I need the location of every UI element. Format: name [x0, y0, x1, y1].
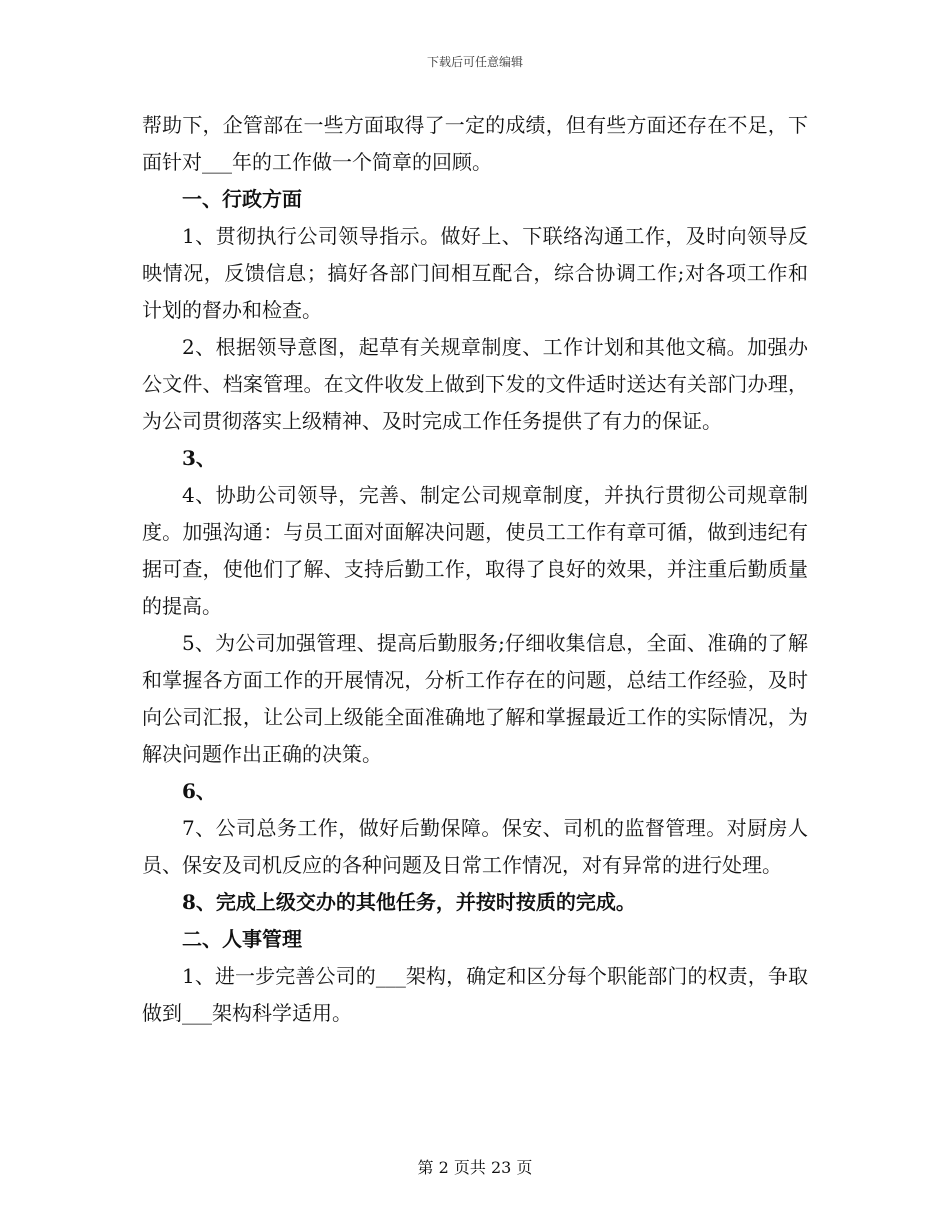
page-header-note: 下载后可任意编辑	[426, 55, 523, 69]
paragraph-item-2: 2、根据领导意图，起草有关规章制度、工作计划和其他文稿。加强办公文件、档案管理。在文件收发上做到下发的文件适时送达有关部门办理，为公司贯彻落实上级精神、及时完成工作任务提供了有力的保证。	[142, 335, 808, 433]
heading-administration: 一、行政方面	[182, 187, 302, 211]
heading-personnel: 二、人事管理	[182, 927, 302, 951]
paragraph-personnel-item-1: 1、进一步完善公司的___架构，确定和区分每个职能部门的权责，争取做到___架构科学适用。	[142, 964, 808, 1025]
paragraph-item-7: 7、公司总务工作，做好后勤保障。保安、司机的监督管理。对厨房人员、保安及司机反应的各种问题及日常工作情况，对有异常的进行处理。	[142, 816, 808, 877]
paragraph-item-3: 3、	[182, 446, 216, 470]
paragraph-item-5: 5、为公司加强管理、提高后勤服务;仔细收集信息，全面、准确的了解和掌握各方面工作的开展情况，分析工作存在的问题，总结工作经验，及时向公司汇报，让公司上级能全面准确地了解和掌握最近工作的实际情况，为解决问题作出正确的决策。	[142, 631, 808, 766]
paragraph-item-4: 4、协助公司领导，完善、制定公司规章制度，并执行贯彻公司规章制度。加强沟通：与员工面对面解决问题，使员工工作有章可循，做到违纪有据可查，使他们了解、支持后勤工作，取得了良好的效果，并注重后勤质量的提高。	[142, 483, 808, 618]
paragraph-item-1: 1、贯彻执行公司领导指示。做好上、下联络沟通工作，及时向领导反映情况，反馈信息；搞好各部门间相互配合，综合协调工作;对各项工作和计划的督办和检查。	[142, 224, 808, 322]
paragraph-item-8: 8、完成上级交办的其他任务，并按时按质的完成。	[182, 890, 636, 914]
document-body	[142, 107, 808, 1032]
paragraph-item-6: 6、	[182, 779, 216, 803]
paragraph-intro: 帮助下，企管部在一些方面取得了一定的成绩，但有些方面还存在不足，下面针对___年的工作做一个简章的回顾。	[142, 113, 808, 174]
page-footer-number: 第 2 页共 23 页	[417, 1158, 533, 1177]
